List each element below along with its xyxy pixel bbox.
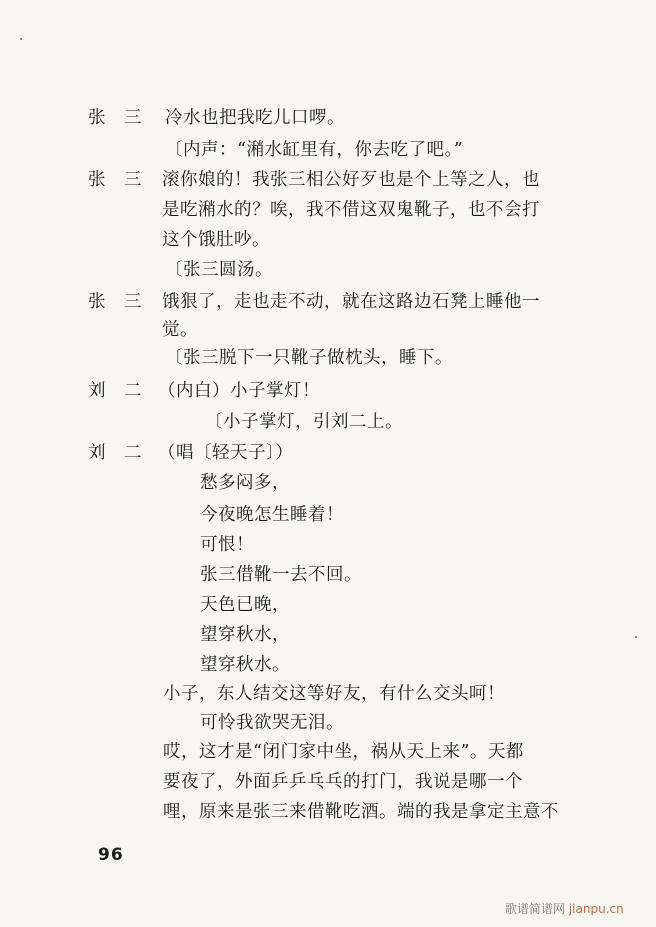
dialogue-line: （内白）小子掌灯！: [158, 381, 320, 401]
dialogue-line: 小子，东人结交这等好友，有什么交头呵！: [163, 684, 505, 704]
song-heading: （唱〔轻天子〕）: [158, 443, 294, 463]
scan-speck: [635, 636, 637, 638]
speaker-surname: 张: [88, 292, 106, 312]
dialogue-line: 哩，原来是张三来借靴吃酒。端的我是拿定主意不: [163, 802, 559, 822]
lyric-line: 望穿秋水。: [200, 655, 290, 675]
lyric-line: 可恨！: [200, 535, 254, 555]
dialogue-line: 饿狠了，走也走不动，就在这路边石凳上睡他一: [162, 292, 540, 312]
watermark-en: jianpu.cn: [568, 902, 624, 916]
speaker-surname: 张: [88, 170, 106, 190]
speaker-surname: 刘: [88, 443, 106, 463]
watermark-cn: 歌谱简谱网: [505, 902, 566, 916]
speaker-surname: 张: [88, 108, 106, 128]
stage-direction: 〔小子掌灯，引刘二上。: [205, 412, 403, 432]
stage-direction: 〔张三脱下一只靴子做枕头，睡下。: [165, 348, 453, 368]
lyric-line: 望穿秋水，: [200, 625, 290, 645]
speaker-given: 三: [124, 170, 142, 190]
speaker-given: 二: [124, 381, 142, 401]
speaker-given: 三: [124, 108, 142, 128]
stage-direction: 〔张三圆汤。: [165, 260, 273, 280]
dialogue-line: 是吃潲水的？唉，我不借这双鬼靴子，也不会打: [162, 200, 540, 220]
scan-speck: [20, 38, 22, 40]
speaker-surname: 刘: [88, 381, 106, 401]
dialogue-line: 滚你娘的！我张三相公好歹也是个上等之人，也: [162, 170, 540, 190]
lyric-line: 可怜我欲哭无泪。: [200, 713, 344, 733]
dialogue-line: 要夜了，外面乒乒乓乓的打门，我说是哪一个: [163, 772, 523, 792]
page-number: 96: [98, 845, 124, 865]
stage-direction: 〔内声：“潲水缸里有，你去吃了吧。”: [165, 140, 464, 160]
lyric-line: 天色已晚，: [200, 595, 290, 615]
lyric-line: 今夜晚怎生睡着！: [200, 505, 344, 525]
dialogue-line: 冷水也把我吃儿口啰。: [165, 108, 345, 128]
lyric-line: 愁多闷多，: [200, 473, 290, 493]
speaker-given: 三: [124, 292, 142, 312]
dialogue-line: 哎，这才是“闭门家中坐，祸从天上来”。天都: [163, 742, 524, 762]
dialogue-line: 觉。: [162, 320, 198, 340]
watermark: [505, 900, 624, 917]
dialogue-line: 这个饿肚吵。: [162, 230, 270, 250]
speaker-given: 二: [124, 443, 142, 463]
lyric-line: 张三借靴一去不回。: [200, 565, 362, 585]
